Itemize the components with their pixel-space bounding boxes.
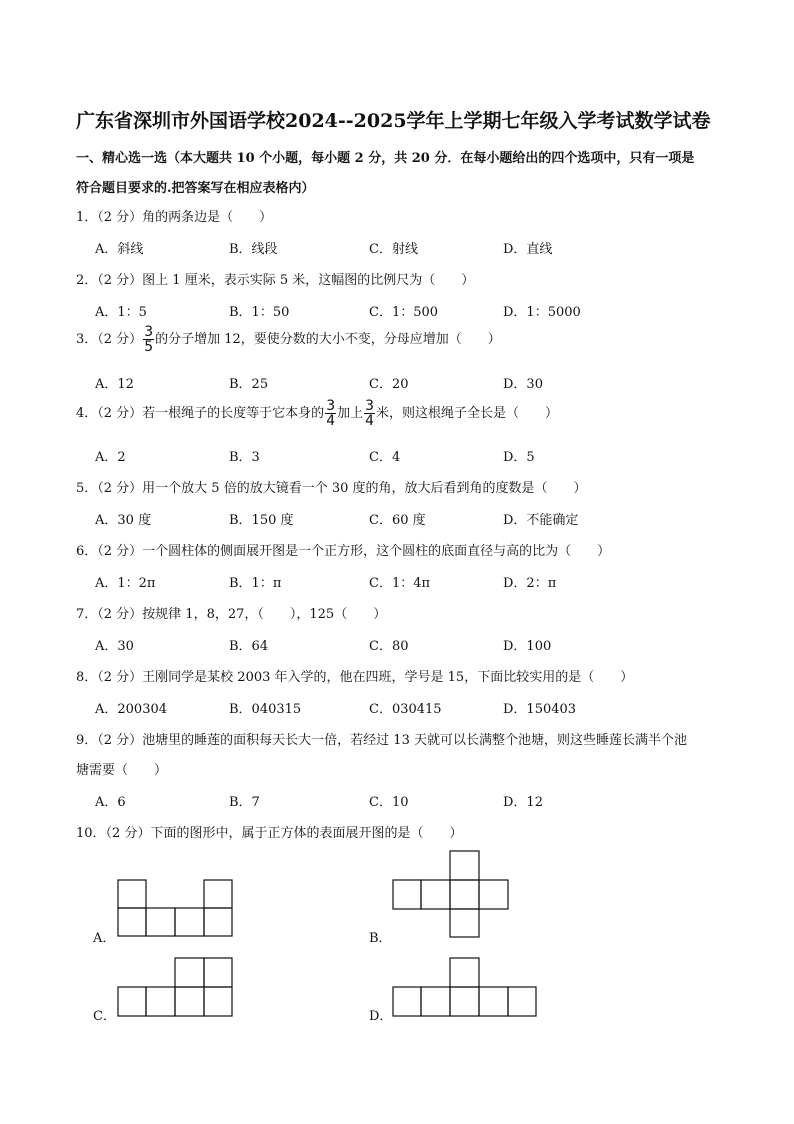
question-4-option-c: C．4: [369, 450, 401, 465]
question-9-option-c: C．10: [369, 795, 409, 810]
question-5-option-d: D．不能确定: [503, 513, 579, 528]
fraction-denominator: 5: [144, 339, 154, 355]
question-4-fraction-1: [325, 399, 336, 428]
fraction-denominator: 4: [326, 413, 336, 429]
question-10-stem: 10．（2 分）下面的图形中，属于正方体的表面展开图的是（ ）: [76, 826, 463, 841]
question-4-option-b: B．3: [229, 450, 260, 465]
question-2-option-d: D．1：5000: [503, 305, 581, 320]
question-7-stem: 7．（2 分）按规律 1，8，27，（ ），125（ ）: [76, 607, 387, 622]
question-4-fraction-2: [364, 399, 375, 428]
question-9-option-a: A．6: [95, 795, 126, 810]
question-4-option-a: A．2: [95, 450, 126, 465]
question-2-option-c: C．1：500: [369, 305, 439, 320]
fraction-numerator: 3: [326, 398, 336, 414]
question-3-fraction: [143, 325, 154, 354]
question-7-option-c: C．80: [369, 639, 409, 654]
question-4-stem-prefix: 4．（2 分）若一根绳子的长度等于它本身的: [76, 406, 325, 421]
question-7-option-a: A．30: [95, 639, 134, 654]
question-4-option-d: D．5: [503, 450, 535, 465]
question-9-stem: 9．（2 分）池塘里的睡莲的面积每天长大一倍，若经过 13 天就可以长满整个池塘，则这些睡莲长满半个池: [76, 733, 687, 748]
question-1-option-c: C．射线: [369, 242, 418, 257]
question-5-option-b: B．150 度: [229, 513, 294, 528]
fraction-numerator: 3: [365, 398, 375, 414]
question-6-option-b: B．1：π: [229, 576, 282, 591]
question-8-option-d: D．150403: [503, 702, 577, 717]
exam-title: 广东省深圳市外国语学校2024--2025学年上学期七年级入学考试数学试卷: [76, 110, 711, 132]
figure-b-cube-net: [392, 850, 517, 940]
question-2-option-b: B．1：50: [229, 305, 290, 320]
question-7-option-d: D．100: [503, 639, 552, 654]
question-2-stem: 2．（2 分）图上 1 厘米，表示实际 5 米，这幅图的比例尺为（ ）: [76, 273, 475, 288]
question-9-option-d: D．12: [503, 795, 543, 810]
section-heading-line2: 符合题目要求的.把答案写在相应表格内）: [76, 181, 315, 196]
figure-a-label: A．: [93, 931, 116, 946]
question-5-stem: 5．（2 分）用一个放大 5 倍的放大镜看一个 30 度的角，放大后看到角的度数是（ ）: [76, 481, 587, 496]
fraction-numerator: 3: [144, 324, 154, 340]
question-1-option-b: B．线段: [229, 242, 278, 257]
question-8-option-c: C．030415: [369, 702, 442, 717]
figure-d-cube-net: [392, 957, 542, 1019]
figure-d-label: D．: [369, 1009, 393, 1024]
question-5-option-a: A．30 度: [95, 513, 152, 528]
question-9-option-b: B．7: [229, 795, 260, 810]
question-8-option-b: B．040315: [229, 702, 302, 717]
question-3-option-c: C．20: [369, 377, 409, 392]
question-6-option-a: A．1：2π: [95, 576, 156, 591]
question-4-stem-middle: 加上: [337, 406, 364, 421]
question-4-stem: [76, 399, 558, 428]
question-3-option-a: A．12: [95, 377, 134, 392]
question-3-option-d: D．30: [503, 377, 543, 392]
question-3-option-b: B．25: [229, 377, 269, 392]
question-3-stem-prefix: 3．（2 分）: [76, 332, 143, 347]
question-4-stem-suffix: 米，则这根绳子全长是（ ）: [376, 406, 559, 421]
question-3-stem: [76, 325, 501, 354]
question-3-stem-suffix: 的分子增加 12，要使分数的大小不变，分母应增加（ ）: [155, 332, 501, 347]
question-6-option-c: C．1：4π: [369, 576, 431, 591]
question-1-stem: 1．（2 分）角的两条边是（ ）: [76, 210, 273, 225]
figure-c-cube-net: [117, 957, 237, 1019]
question-2-option-a: A．1：5: [95, 305, 147, 320]
question-6-option-d: D．2：π: [503, 576, 557, 591]
figure-c-label: C．: [93, 1009, 116, 1024]
question-5-option-c: C．60 度: [369, 513, 426, 528]
question-8-option-a: A．200304: [95, 702, 168, 717]
figure-b-label: B．: [369, 931, 392, 946]
question-1-option-d: D．直线: [503, 242, 553, 257]
question-6-stem: 6．（2 分）一个圆柱体的侧面展开图是一个正方形，这个圆柱的底面直径与高的比为（ ）: [76, 544, 611, 559]
question-1-option-a: A．斜线: [95, 242, 144, 257]
question-9-stem-continued: 塘需要（ ）: [76, 763, 168, 778]
section-heading-line1: 一、精心选一选（本大题共 10 个小题，每小题 2 分，共 20 分．在每小题给出的四个选项中，只有一项是: [76, 151, 695, 166]
question-7-option-b: B．64: [229, 639, 269, 654]
fraction-denominator: 4: [365, 413, 375, 429]
question-8-stem: 8．（2 分）王刚同学是某校 2003 年入学的，他在四班，学号是 15，下面比较实用的是（ ）: [76, 670, 634, 685]
figure-a-cube-net: [117, 879, 237, 939]
